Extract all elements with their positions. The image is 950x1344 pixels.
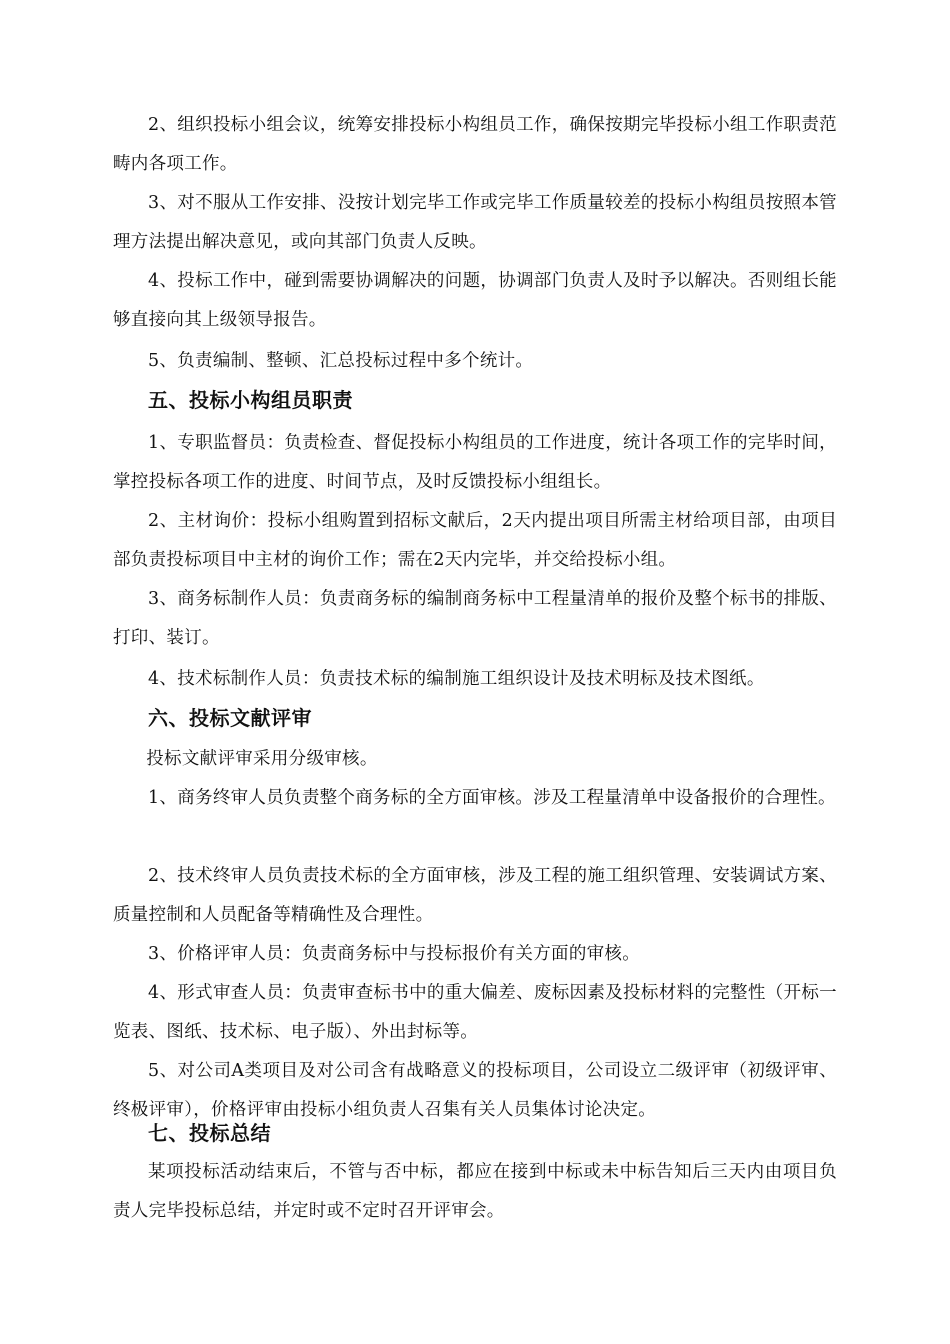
paragraph: 3、商务标制作人员：负责商务标的编制商务标中工程量清单的报价及整个标书的排版、打印、装订。 (113, 589, 837, 648)
paragraph: 4、技术标制作人员：负责技术标的编制施工组织设计及技术明标及技术图纸。 (148, 669, 765, 689)
paragraph: 5、对公司A类项目及对公司含有战略意义的投标项目，公司设立二级评审（初级评审、终极评审），价格评审由投标小组负责人召集有关人员集体讨论决定。 (113, 1061, 837, 1120)
paragraph: 投标文献评审采用分级审核。 (146, 749, 378, 769)
paragraph: 某项投标活动结束后，不管与否中标，都应在接到中标或未中标告知后三天内由项目负责人完毕投标总结，并定时或不定时召开评审会。 (113, 1162, 837, 1221)
section-heading: 七、投标总结 (148, 1121, 271, 1145)
paragraph: 2、组织投标小组会议，统筹安排投标小构组员工作，确保按期完毕投标小组工作职责范畴内各项工作。 (113, 115, 837, 174)
paragraph: 2、技术终审人员负责技术标的全方面审核，涉及工程的施工组织管理、安装调试方案、质量控制和人员配备等精确性及合理性。 (113, 866, 837, 925)
paragraph: 4、投标工作中，碰到需要协调解决的问题，协调部门负责人及时予以解决。否则组长能够直接向其上级领导报告。 (113, 271, 837, 330)
section-heading: 五、投标小构组员职责 (148, 388, 353, 412)
paragraph: 3、价格评审人员：负责商务标中与投标报价有关方面的审核。 (148, 944, 641, 964)
paragraph: 4、形式审查人员：负责审查标书中的重大偏差、废标因素及投标材料的完整性（开标一览表、图纸、技术标、电子版）、外出封标等。 (113, 983, 837, 1042)
paragraph: 2、主材询价：投标小组购置到招标文献后，2天内提出项目所需主材给项目部，由项目部负责投标项目中主材的询价工作；需在2天内完毕，并交给投标小组。 (113, 511, 837, 570)
paragraph: 1、专职监督员：负责检查、督促投标小构组员的工作进度，统计各项工作的完毕时间，掌控投标各项工作的进度、时间节点，及时反馈投标小组组长。 (113, 433, 837, 492)
paragraph: 3、对不服从工作安排、没按计划完毕工作或完毕工作质量较差的投标小构组员按照本管理方法提出解决意见，或向其部门负责人反映。 (113, 193, 837, 252)
paragraph: 5、负责编制、整顿、汇总投标过程中多个统计。 (148, 351, 534, 371)
paragraph: 1、商务终审人员负责整个商务标的全方面审核。涉及工程量清单中设备报价的合理性。 (148, 788, 836, 808)
section-heading: 六、投标文献评审 (148, 706, 312, 730)
